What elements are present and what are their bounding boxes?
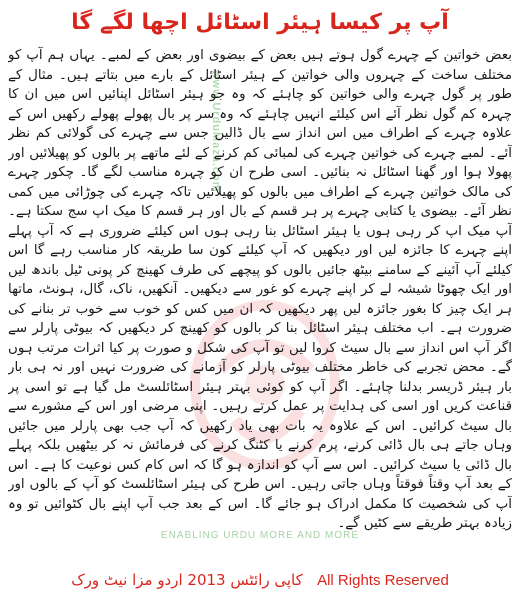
footer-all-rights-reserved: All Rights Reserved [317, 572, 449, 589]
watermark-site-text: www.UrduMaza.com [210, 70, 222, 193]
article-title: آپ پر کیسا ہیئر اسٹائل اچھا لگے گا [71, 10, 449, 35]
article-body: بعض خواتین کے چہرے گول ہوتے ہیں بعض کے بیضوی اور بعض کے لمبے۔ یہاں ہم آپ کو مختلف ساخت کے چہروں والی خواتین کے ہیئر اسٹائل کے بارے میں بتاتے ہیں۔ مثال کے طور پر گول چہرے والی خواتین کو چاہئے کہ وہ جو ہیئر اسٹائل اپنائیں اس میں ان کا چہرہ کم گول نظر آئے اس کیلئے انہیں چاہئے کہ وہ سر پر بال پھولے پھولے رکھیں اس کے علاوہ چہرے کے اطراف میں اس انداز سے بال ڈالیں جس سے چہرے کی گولائی کم نظر آئے۔ لمبے چہرے کی خواتین چہرے کی لمبائی کم کرنے کے لئے ماتھے پر بالوں کو پھیلائیں اور پھولا ہوا اور گھنا اسٹائل نہ بنائیں۔ اسی طرح ان کو چہرہ مناسب لگے گا۔ چکور چہرے کی مالک خواتین چہرے کے اطراف میں بالوں کو پھیلائیں تاکہ چہرے کی چوڑائی میں کمی نظر آئے۔ بیضوی یا کتابی چہرے پر ہر قسم کے بال اور ہر قسم کا میک اپ سج سکتا ہے۔ آپ میک اپ کر رہی ہوں یا ہیئر اسٹائل بنا رہی ہوں اس کیلئے ضروری ہے کہ آپ پہلے اپنے چہرے کا جائزہ لیں اور دیکھیں کہ آپ کیلئے کون سا طریقہ کار مناسب رہے گا اس کیلئے آپ آئینے کے سامنے بیٹھ جائیں بالوں کو پیچھے کی طرف کھینچ کر پونی ٹیل باندھ لیں اور ایک چھوٹا شیشہ لے کر اپنے چہرے کو غور سے دیکھیں۔ آنکھیں، ناک، گال، ہونٹ، ماتھا ہر ایک چیز کا بغور جائزہ لیں پھر دیکھیں کہ ان میں کس کو خوب سے خوب تر بنانے کی ضرورت ہے۔ اب مختلف ہیئر اسٹائل بنا کر بالوں کو کھینچ کر دیکھیں کہ بیوٹی پارلر سے اگر آپ اس انداز سے بال سیٹ کروا لیں تو آپ کی شکل و صورت پر کیا اثرات مرتب ہوں گے۔ محض تجربے کی خاطر مختلف بیوٹی پارلر کو آزمانے کی ضرورت نہیں اور نہ ہی بار بار ہیئر ڈریسر بدلنا چاہئے۔ اگر آپ کو کوئی بہتر ہیئر اسٹائلسٹ مل گیا ہے تو اسی پر قناعت کریں اور اسی کی ہدایت پر عمل کرتے رہیں۔ اپنی مرضی اور اس کے مشورے سے بال سیٹ کرائیں۔ اس کے علاوہ یہ بات بھی یاد رکھیں کہ آپ جب بھی پارلر میں جائیں وہاں جاتے ہی بال ڈائی کرنے، پرم کرنے یا کٹنگ کرنے کی فرمائش نہ کر بیٹھیں بلکہ پہلے بال ڈائی یا سیٹ کرائیں۔ اس سے آپ کو اندازہ ہو گا کہ اس کام کس نوعیت کا ہے۔ اس کے بعد آپ وقتاً فوقتاً وہاں جاتی رہیں۔ اس طرح کی ہیئر اسٹائلسٹ کو آپ کے بالوں اور آپ کی شخصیت کا مکمل ادراک ہو جائے گا۔ اس کے بعد جب آپ اپنے بال کٹوائیں تو وہ زیادہ بہتر طریقے سے کٹیں گے۔ [8, 48, 512, 531]
footer [0, 566, 520, 594]
watermark-tagline: ENABLING URDU MORE AND MORE [160, 530, 360, 541]
footer-copyright-urdu: کاپی رائٹس 2013 اردو مزا نیٹ ورک [71, 571, 303, 589]
